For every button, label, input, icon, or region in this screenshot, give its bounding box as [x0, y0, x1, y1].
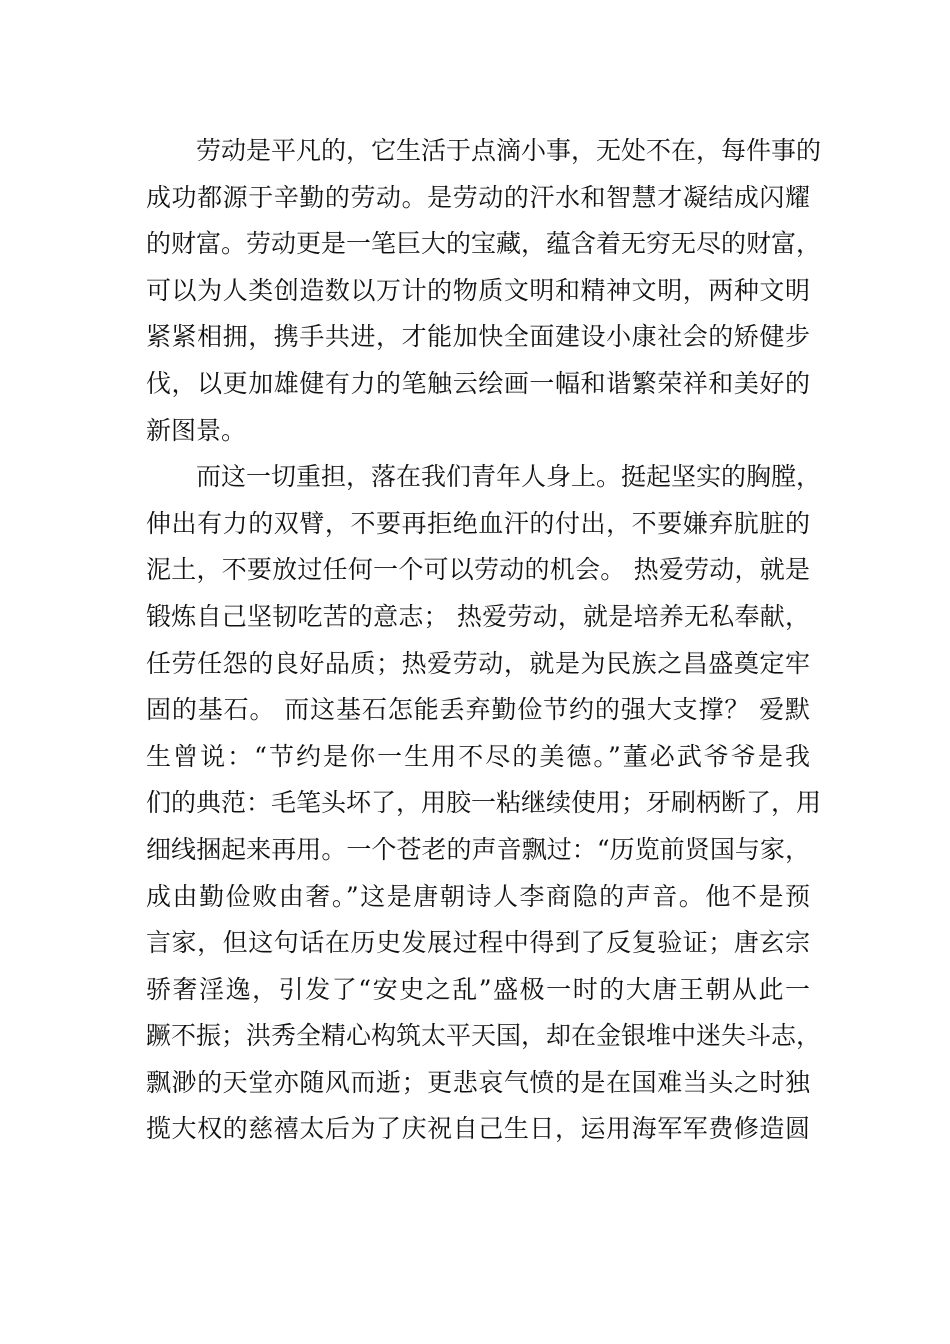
paragraph-1-line-7: 新图景。 [146, 415, 247, 445]
paragraph-2-line-7: 生曾说：“节约是你一生用不尽的美德。”董必武爷爷是我 [146, 741, 810, 771]
paragraph-2-line-11: 言家，但这句话在历史发展过程中得到了反复验证；唐玄宗 [146, 928, 810, 958]
body-text [146, 128, 822, 1153]
paragraph-2-line-2: 伸出有力的双臂，不要再拒绝血汗的付出，不要嫌弃肮脏的 [146, 508, 810, 538]
paragraph-2-line-4: 锻炼自己坚韧吃苦的意志； 热爱劳动，就是培养无私奉献， [146, 601, 810, 631]
paragraph-2-line-6: 固的基石。 而这基石怎能丢弃勤俭节约的强大支撑？ 爱默 [146, 695, 810, 725]
paragraph-2-line-5: 任劳任怨的良好品质；热爱劳动，就是为民族之昌盛奠定牢 [146, 648, 810, 678]
paragraph-2-line-3: 泥土，不要放过任何一个可以劳动的机会。 热爱劳动，就是 [146, 555, 810, 585]
paragraph-2-line-12: 骄奢淫逸，引发了“安史之乱”盛极一时的大唐王朝从此一 [146, 974, 810, 1004]
paragraph-2-line-8: 们的典范：毛笔头坏了，用胶一粘继续使用；牙刷柄断了，用 [146, 788, 822, 818]
paragraph-2-line-9: 细线捆起来再用。一个苍老的声音飘过：“历览前贤国与家， [146, 834, 810, 864]
paragraph-1-line-4: 可以为人类创造数以万计的物质文明和精神文明，两种文明 [146, 275, 810, 305]
paragraph-1-line-6: 伐，以更加雄健有力的笔触云绘画一幅和谐繁荣祥和美好的 [146, 368, 810, 398]
paragraph-1-line-1: 劳动是平凡的，它生活于点滴小事，无处不在，每件事的 [196, 136, 822, 165]
paragraph-2-line-13: 蹶不振；洪秀全精心构筑太平天国，却在金银堆中迷失斗志， [146, 1021, 822, 1051]
paragraph-2-line-10: 成由勤俭败由奢。”这是唐朝诗人李商隐的声音。他不是预 [146, 881, 810, 911]
paragraph-2-line-1: 而这一切重担，落在我们青年人身上。挺起坚实的胸膛， [196, 462, 822, 492]
paragraph-2-line-14: 飘渺的天堂亦随风而逝；更悲哀气愤的是在国难当头之时独 [146, 1067, 810, 1097]
paragraph-2-line-15: 揽大权的慈禧太后为了庆祝自己生日，运用海军军费修造圆 [146, 1114, 810, 1144]
paragraph-1-line-5: 紧紧相拥，携手共进，才能加快全面建设小康社会的矫健步 [146, 322, 810, 352]
paragraph-1-line-3: 的财富。劳动更是一笔巨大的宝藏，蕴含着无穷无尽的财富， [146, 229, 822, 259]
paragraph-1-line-2: 成功都源于辛勤的劳动。是劳动的汗水和智慧才凝结成闪耀 [146, 182, 810, 212]
